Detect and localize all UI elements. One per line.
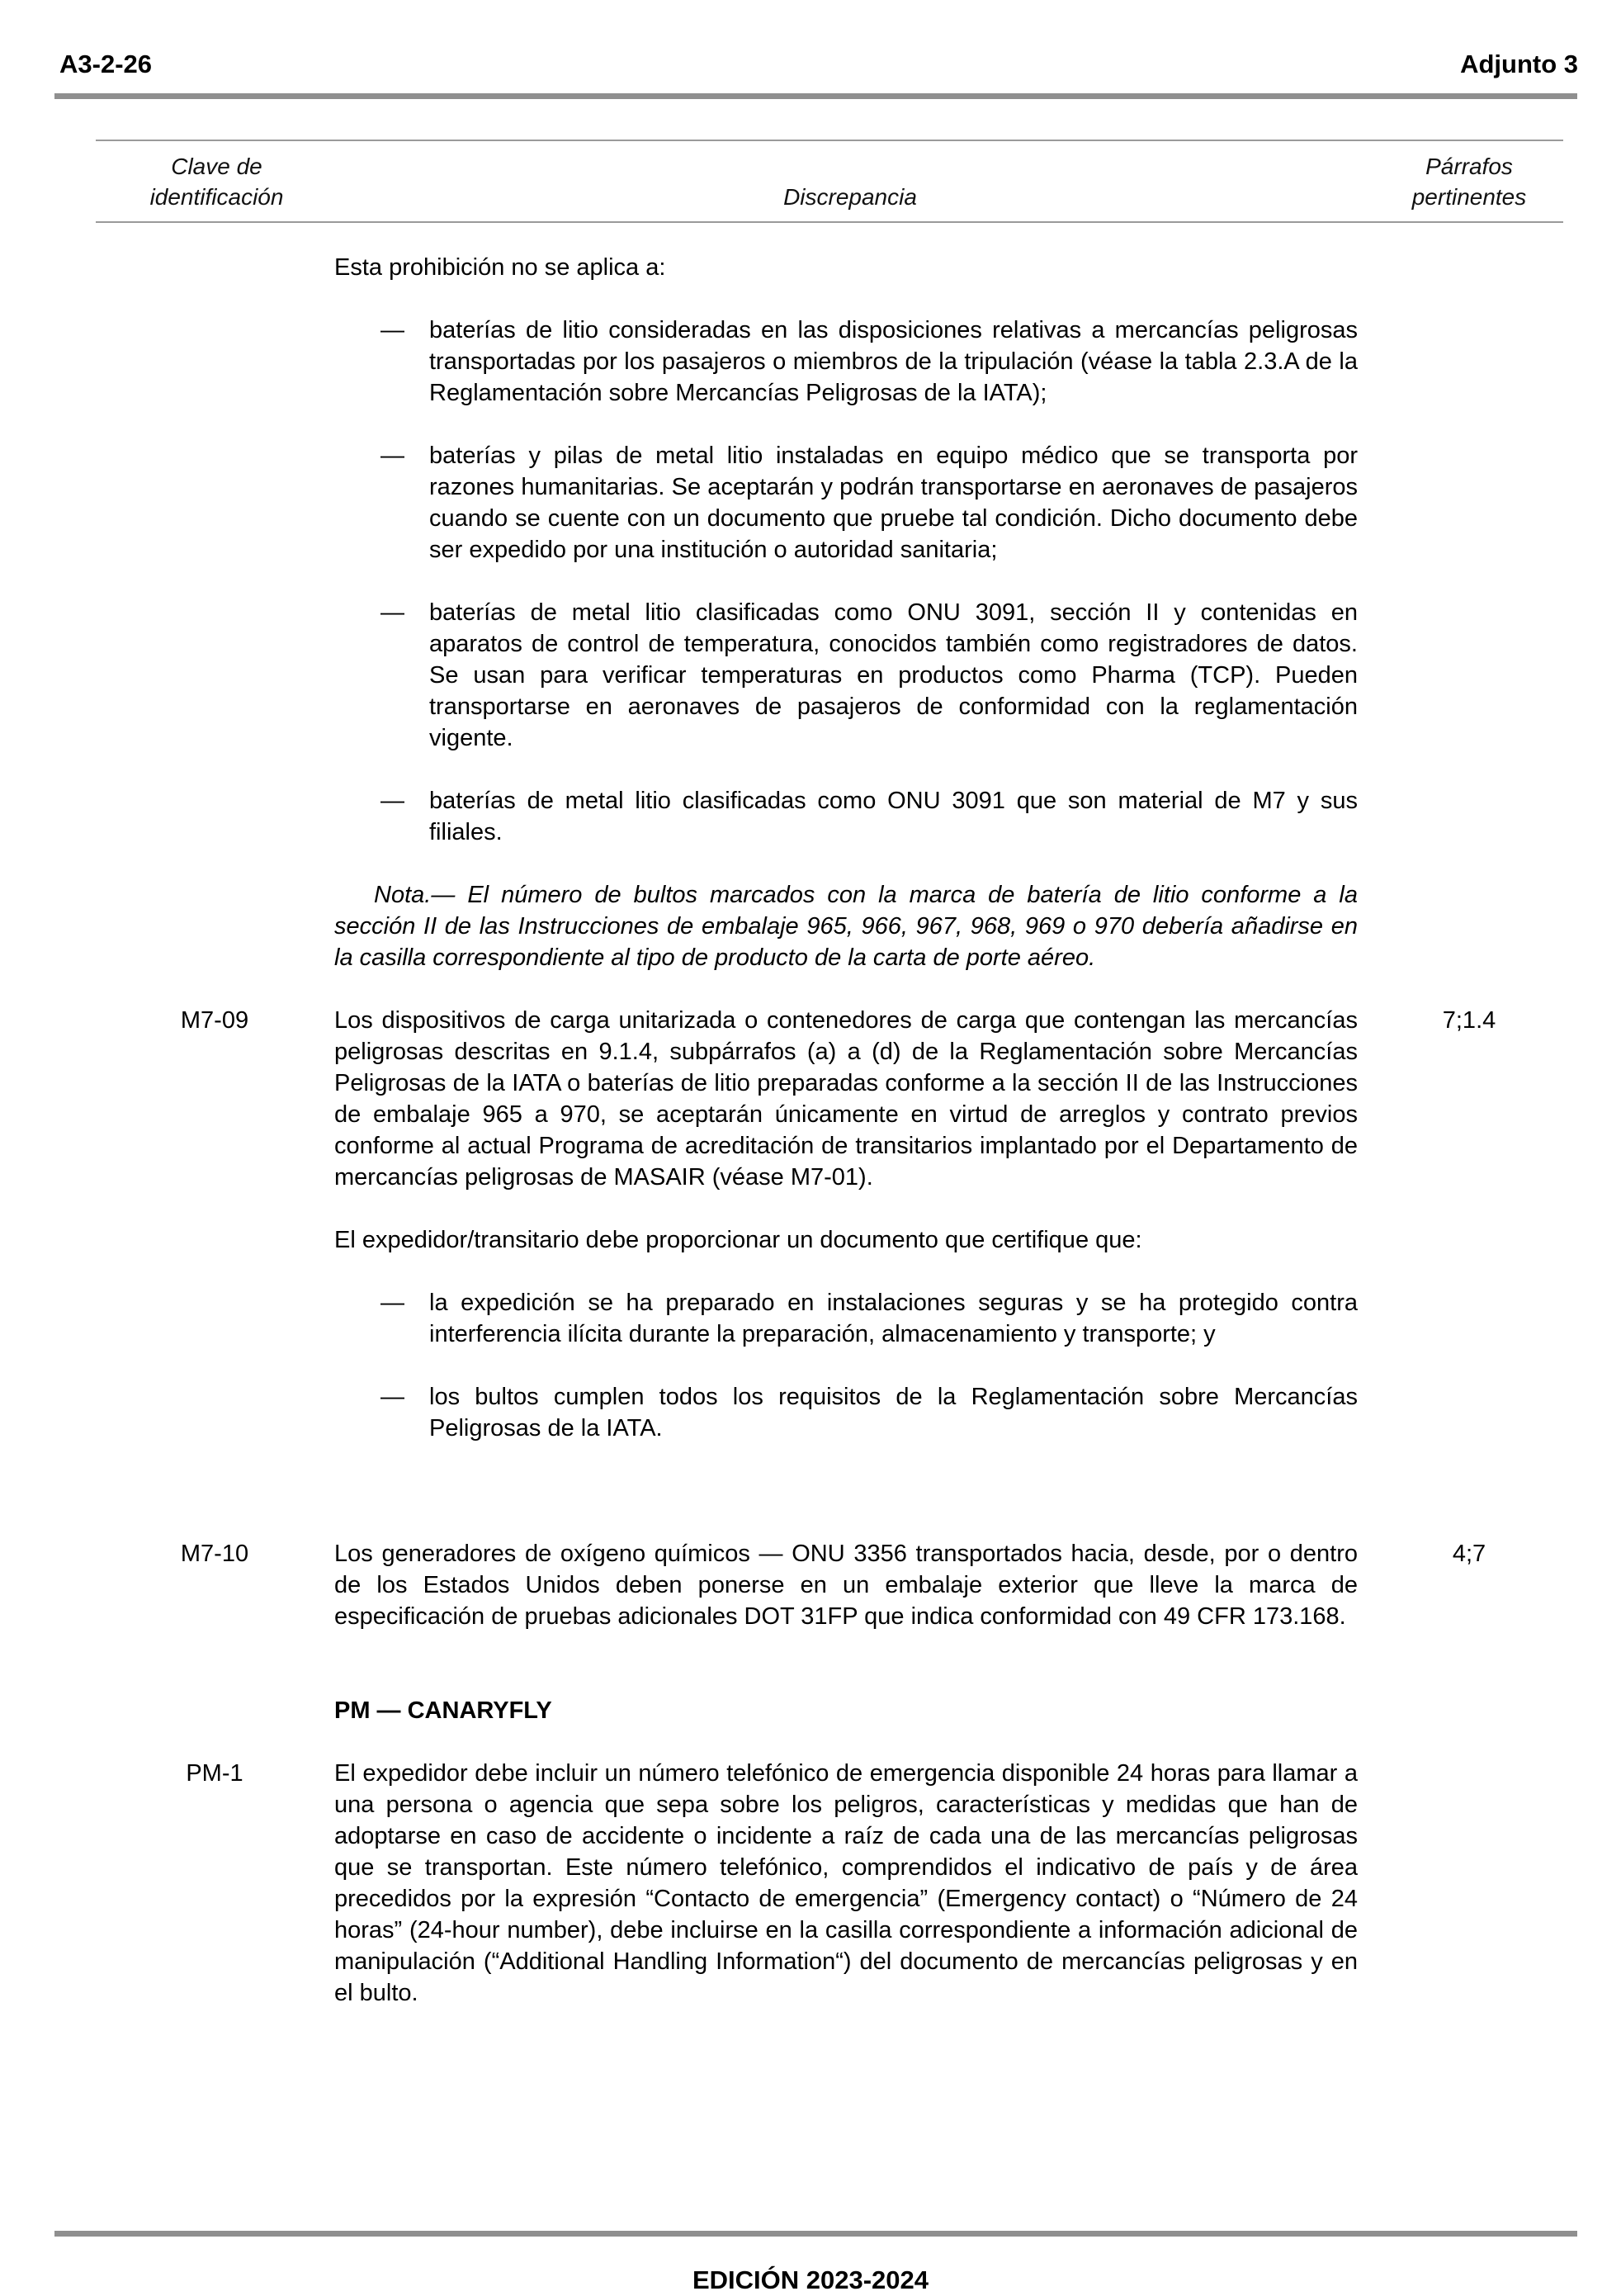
entry-refs: 4;7 bbox=[1452, 1541, 1486, 1567]
list-item: — baterías y pilas de metal litio instaladas en equipo médico que se transporta por razones humanitarias. Se aceptarán y podrán transportarse en aeronaves de pasajeros cuando se cuente con un documento que pruebe tal condición. Dicho documento debe ser expedido por una institución o autoridad sanitaria; bbox=[334, 440, 1358, 566]
section-pm bbox=[0, 1695, 1621, 1726]
dash-bullet: — bbox=[380, 443, 404, 469]
list-item: — los bultos cumplen todos los requisitos de la Reglamentación sobre Mercancías Peligrosas de la IATA. bbox=[334, 1381, 1358, 1444]
dash-bullet: — bbox=[380, 317, 404, 343]
entry-lead: El expedidor/transitario debe proporcionar un documento que certifique que: bbox=[334, 1227, 1142, 1253]
dash-bullet: — bbox=[380, 788, 404, 814]
note: Nota.— El número de bultos marcados con la marca de batería de litio conforme a la sección II de las Instrucciones de embalaje 965, 966, 967, 968, 969 o 970 debería añadirse en la casilla correspondiente al tipo de producto de la carta de porte aéreo. bbox=[334, 882, 1358, 971]
page-header bbox=[59, 48, 1578, 81]
section-title: PM — CANARYFLY bbox=[334, 1697, 552, 1724]
list-item: — baterías de litio consideradas en las disposiciones relativas a mercancías peligrosas transportadas por los pasajeros o miembros de la tripulación (véase la tabla 2.3.A de la Reglamentación sobre Mercancías Peligrosas de la IATA); bbox=[334, 315, 1358, 409]
table-header-rule bbox=[96, 221, 1563, 223]
entry-refs: 7;1.4 bbox=[1442, 1007, 1496, 1034]
document-body bbox=[0, 252, 1621, 2040]
edition-footer: EDICIÓN 2023-2024 bbox=[692, 2265, 929, 2294]
entry-code: M7-10 bbox=[180, 1541, 249, 1567]
dash-bullet: — bbox=[380, 599, 404, 626]
list-item: — baterías de metal litio clasificadas como ONU 3091 que son material de M7 y sus filiales. bbox=[334, 785, 1358, 848]
page-number: A3-2-26 bbox=[59, 50, 152, 78]
entry-pm-1 bbox=[0, 1758, 1621, 2009]
column-header-paragraphs: Párrafos pertinentes bbox=[1411, 154, 1527, 210]
list-item: — baterías de metal litio clasificadas como ONU 3091, sección II y contenidas en aparatos de control de temperatura, conocidos también como registradores de datos. Se usan para verificar temperaturas en productos como Pharma (TCP). Pueden transportarse en aeronaves de pasajeros de conformidad con la reglamentación vigente. bbox=[334, 597, 1358, 754]
entry-text: El expedidor debe incluir un número telefónico de emergencia disponible 24 horas para llamar a una persona o agencia que sepa sobre los peligros, características y medidas que han de adoptarse en caso de accidente o incidente a raíz de cada una de las mercancías peligrosas que se transportan. Este número telefónico, comprendidos el indicativo de país y de área precedidos por la expresión “Contacto de emergencia” (Emergency contact) o “Número de 24 horas” (24-hour number), debe incluirse en la casilla correspondiente a información adicional de manipulación (“Additional Handling Information“) del documento de mercancías peligrosas y en el bulto. bbox=[334, 1760, 1358, 2006]
column-header-id-key: Clave de identificación bbox=[149, 154, 284, 210]
entry-m7-09 bbox=[0, 1005, 1621, 1444]
table-top-rule bbox=[96, 140, 1563, 141]
entry-text: Los dispositivos de carga unitarizada o contenedores de carga que contengan las mercancías peligrosas descritas en 9.1.4, subpárrafos (a) a (d) de la Reglamentación sobre Mercancías Peligrosas de la IATA o baterías de litio preparadas conforme a la sección II de las Instrucciones de embalaje 965 a 970, se aceptarán únicamente en virtud de arreglos y contrato previos conforme al actual Programa de acreditación de transitarios implantado por el Departamento de mercancías peligrosas de MASAIR (véase M7-01). bbox=[334, 1007, 1358, 1191]
header-rule bbox=[54, 93, 1577, 99]
continuation-block bbox=[0, 252, 1621, 973]
prohibition-lead: Esta prohibición no se aplica a: bbox=[334, 254, 666, 281]
list-item: — la expedición se ha preparado en instalaciones seguras y se ha protegido contra interferencia ilícita durante la preparación, almacenamiento y transporte; y bbox=[334, 1287, 1358, 1350]
entry-code: M7-09 bbox=[180, 1007, 249, 1034]
dash-bullet: — bbox=[380, 1290, 404, 1316]
attachment-label: Adjunto 3 bbox=[1460, 50, 1578, 78]
entry-code: PM-1 bbox=[186, 1760, 243, 1787]
footer-rule bbox=[54, 2231, 1577, 2237]
entry-text: Los generadores de oxígeno químicos — ONU 3356 transportados hacia, desde, por o dentro de los Estados Unidos deben ponerse en un embalaje exterior que lleve la marca de especificación de pruebas adicionales DOT 31FP que indica conformidad con 49 CFR 173.168. bbox=[334, 1541, 1358, 1630]
dash-bullet: — bbox=[380, 1384, 404, 1410]
entry-m7-10 bbox=[0, 1538, 1621, 1632]
column-header-discrepancy: Discrepancia bbox=[783, 184, 917, 210]
